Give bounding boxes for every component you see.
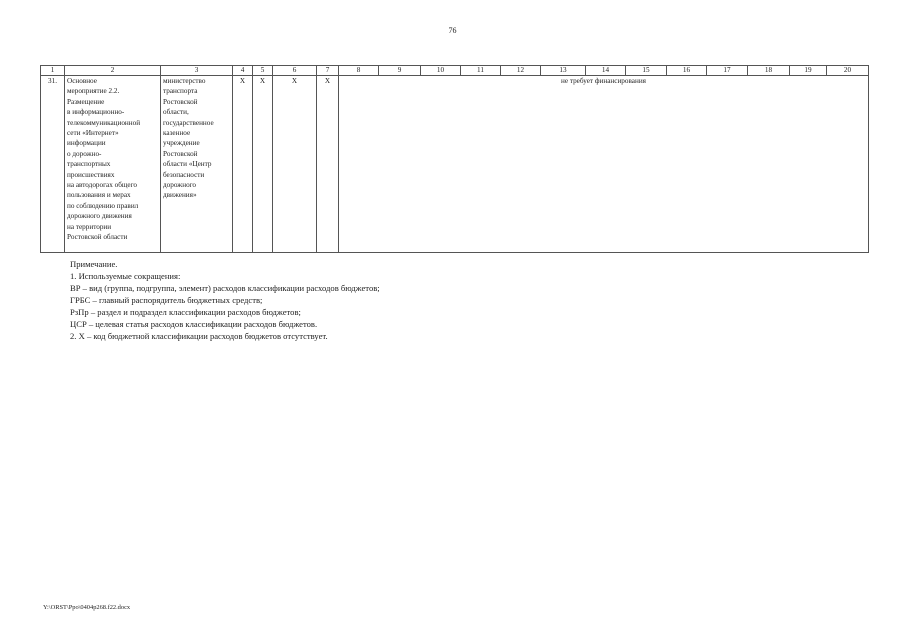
executor-line: дорожного <box>163 181 197 190</box>
notes-line: ВР – вид (группа, подгруппа, элемент) расходов классификации расходов бюджетов; <box>70 283 380 293</box>
executor-line: области, <box>163 108 189 117</box>
notes-line: ГРБС – главный распорядитель бюджетных средств; <box>70 295 263 305</box>
column-header: 5 <box>253 66 273 76</box>
column-header: 12 <box>501 66 541 76</box>
column-header: 17 <box>707 66 748 76</box>
vr-code-cell: Х <box>317 76 339 253</box>
activity-name-line: Ростовской области <box>67 233 128 242</box>
notes-line: РзПр – раздел и подраздел классификации расходов бюджетов; <box>70 307 301 317</box>
column-header: 1 <box>41 66 65 76</box>
activity-name-line: на территории <box>67 222 112 231</box>
activity-name-line: сети «Интернет» <box>67 129 119 138</box>
executor-line: казенное <box>163 129 191 138</box>
activity-name-line: пользования и мерах <box>67 191 131 200</box>
notes-title: Примечание. <box>70 259 118 269</box>
row-number: 31. <box>41 76 65 253</box>
activity-name-line: мероприятие 2.2. <box>67 87 120 96</box>
column-header: 14 <box>586 66 626 76</box>
activity-name-cell <box>65 76 161 253</box>
executor-line: области «Центр <box>163 160 212 169</box>
column-header: 8 <box>339 66 379 76</box>
notes-line: 1. Используемые сокращения: <box>70 271 181 281</box>
activity-name-line: транспортных <box>67 160 111 169</box>
table-row <box>41 76 869 253</box>
column-header: 19 <box>790 66 827 76</box>
notes-line: 2. Х – код бюджетной классификации расходов бюджетов отсутствует. <box>70 331 328 341</box>
executor-line: транспорта <box>163 87 198 96</box>
executor-line: движения» <box>163 191 197 200</box>
footer-file-path: Y:\ORST\Ppo\0404p268.f22.docx <box>43 604 131 611</box>
executor-cell <box>161 76 233 253</box>
executor-line: министерство <box>163 77 206 85</box>
rzpr-code-cell: Х <box>253 76 273 253</box>
activity-name-line: Основное <box>67 77 97 85</box>
column-header: 7 <box>317 66 339 76</box>
activity-name-line: о дорожно- <box>67 149 102 158</box>
column-header: 6 <box>273 66 317 76</box>
column-header: 9 <box>379 66 421 76</box>
activity-name-line: происшествиях <box>67 170 115 179</box>
column-header: 18 <box>748 66 790 76</box>
column-number-row <box>41 66 869 76</box>
executor-line: Ростовской <box>163 149 198 158</box>
column-header: 16 <box>667 66 707 76</box>
grbs-code-cell: Х <box>233 76 253 253</box>
column-header: 4 <box>233 66 253 76</box>
activity-name-line: по соблюдению правил <box>67 201 139 210</box>
page-number: 76 <box>448 26 457 35</box>
column-header: 20 <box>827 66 869 76</box>
column-header: 13 <box>541 66 586 76</box>
notes-line: ЦСР – целевая статья расходов классификации расходов бюджетов. <box>70 319 318 329</box>
column-header: 3 <box>161 66 233 76</box>
notes-section <box>70 258 380 342</box>
executor-line: безопасности <box>163 170 205 179</box>
activity-name-line: в информационно- <box>67 108 125 117</box>
activity-name-line: информации <box>67 139 106 148</box>
csr-code-cell: Х <box>273 76 317 253</box>
executor-line: государственное <box>163 118 214 127</box>
activity-name-line: на автодорогах общего <box>67 181 137 190</box>
funding-note-cell: не требует финансирования <box>339 76 869 253</box>
column-header: 10 <box>421 66 461 76</box>
executor-line: Ростовской <box>163 97 198 106</box>
executor-line: учреждение <box>163 139 200 148</box>
activity-name-line: телекоммуникационной <box>67 118 141 127</box>
column-header: 2 <box>65 66 161 76</box>
column-header: 11 <box>461 66 501 76</box>
program-table <box>40 65 869 253</box>
column-header: 15 <box>626 66 667 76</box>
activity-name-line: дорожного движения <box>67 212 132 221</box>
activity-name-line: Размещение <box>67 97 105 106</box>
